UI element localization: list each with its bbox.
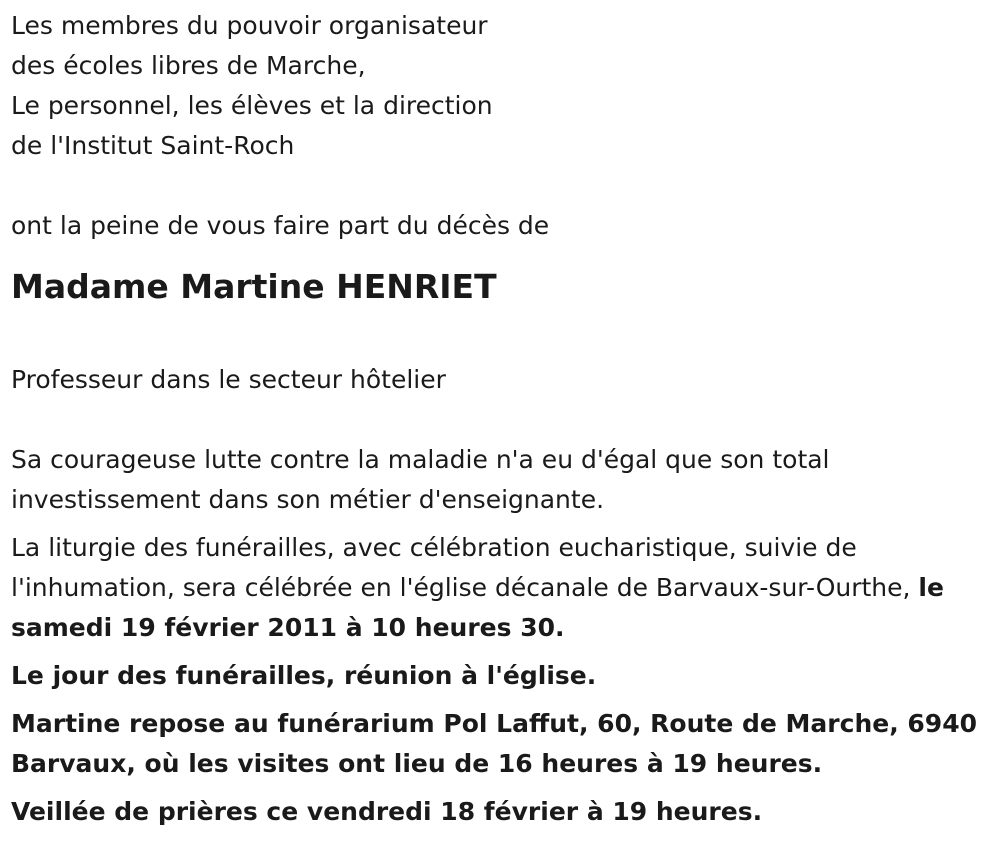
liturgy-date-start: le <box>918 573 944 602</box>
intro-line-3: Le personnel, les élèves et la direction <box>11 91 493 120</box>
liturgy-paragraph <box>11 528 991 648</box>
intro-line-2: des écoles libres de Marche, <box>11 51 366 80</box>
liturgy-line-1: La liturgie des funérailles, avec célébration eucharistique, suivie de <box>11 533 857 562</box>
intro-block <box>11 6 991 166</box>
intro-line-1: Les membres du pouvoir organisateur <box>11 11 488 40</box>
vigil-text: Veillée de prières ce vendredi 18 février à 19 heures. <box>11 797 763 826</box>
intro-line-4: de l'Institut Saint-Roch <box>11 131 295 160</box>
liturgy-date: samedi 19 février 2011 à 10 heures 30. <box>11 613 565 642</box>
obituary-document <box>11 6 991 832</box>
tribute-line-2: investissement dans son métier d'enseignante. <box>11 485 605 514</box>
repose-paragraph <box>11 704 991 784</box>
meeting-paragraph <box>11 656 991 696</box>
meeting-text: Le jour des funérailles, réunion à l'église. <box>11 661 597 690</box>
announcement-text: ont la peine de vous faire part du décès de <box>11 211 550 240</box>
tribute-paragraph <box>11 440 991 520</box>
liturgy-line-2-text: l'inhumation, sera célébrée en l'église décanale de Barvaux-sur-Ourthe, <box>11 573 919 602</box>
repose-line-1: Martine repose au funérarium Pol Laffut, 60, Route de Marche, 6940 <box>11 709 977 738</box>
repose-line-2: Barvaux, où les visites ont lieu de 16 heures à 19 heures. <box>11 749 823 778</box>
deceased-name: Madame Martine HENRIET <box>11 267 497 306</box>
liturgy-line-2 <box>11 568 991 608</box>
tribute-line-1: Sa courageuse lutte contre la maladie n'a eu d'égal que son total <box>11 445 830 474</box>
vigil-paragraph <box>11 792 991 832</box>
profession-text: Professeur dans le secteur hôtelier <box>11 365 446 394</box>
